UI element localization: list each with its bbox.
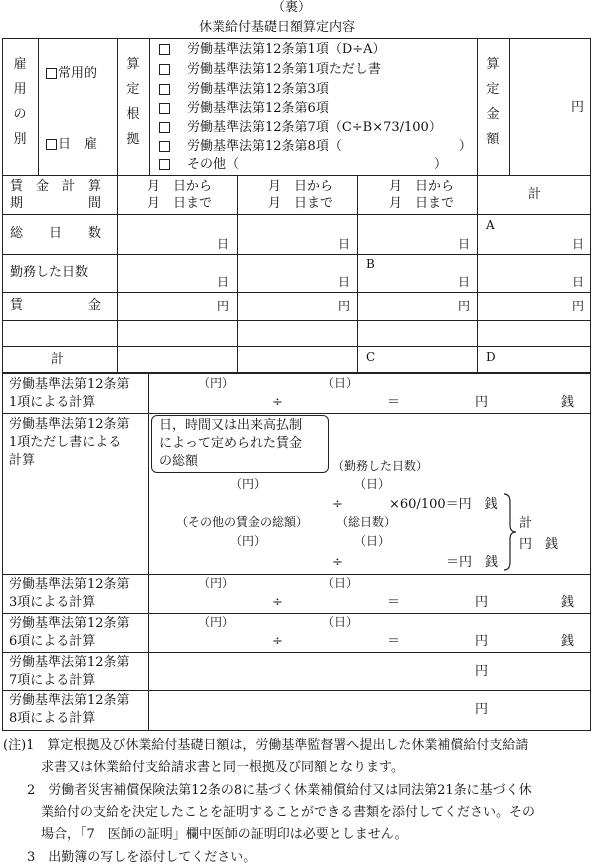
employment-type-label: 雇 用 の 別: [13, 57, 27, 147]
sum-yen-sen: 円 銭: [519, 537, 559, 552]
sen-unit: 銭: [561, 395, 575, 410]
day-unit: 日: [572, 237, 585, 251]
yen-unit: 円: [217, 299, 230, 313]
period-from: 月 日から: [268, 179, 334, 194]
sen-unit: 銭: [561, 595, 575, 610]
yen-unit: 円: [572, 299, 585, 313]
yen-unit: 円: [475, 395, 489, 410]
day-unit: 日: [338, 237, 351, 251]
yen-paren: （円）: [198, 376, 235, 390]
basis-option-label: その他（ ）: [187, 157, 448, 172]
calc-amount-yen: 円: [571, 100, 585, 115]
day-unit: 日: [572, 275, 585, 289]
calc-row-label: 6項による計算: [9, 634, 96, 649]
yen-unit: 円: [475, 702, 489, 717]
div-sign: ÷: [332, 497, 343, 512]
total-days-label: 総 日 数: [10, 226, 102, 241]
day-unit: 日: [217, 275, 230, 289]
note-line: 求書又は休業給付支給請求書と同一根拠及び同額となります。: [41, 760, 404, 775]
div-sign: ÷: [272, 595, 283, 610]
calc-row-label: 労働基準法第12条第: [9, 417, 130, 432]
calc-basis-label: 算 定 根 拠: [126, 57, 140, 147]
calc-row-label: 1項ただし書による: [9, 435, 122, 450]
yen-unit: 円: [475, 664, 489, 679]
total-header: 計: [528, 187, 542, 202]
note-line: (注)1 算定根拠及び休業給付基礎日額は，労働基準監督署へ提出した休業補償給付支給請: [3, 738, 529, 753]
calc-row-label: 3項による計算: [9, 595, 96, 610]
page-title: 休業給付基礎日額算定内容: [199, 20, 356, 35]
yen-unit: 円: [338, 299, 351, 313]
eq-sign: ＝: [387, 634, 401, 649]
note-line: 場合，「7 医師の証明」欄中医師の証明印は必要としません。: [41, 827, 408, 842]
yen-paren: （円）: [230, 534, 267, 548]
calc-row-label: 7項による計算: [9, 673, 96, 688]
period-to: 月 日まで: [268, 196, 334, 211]
regular-label: 常用的: [58, 66, 98, 81]
calc-row-label: 計算: [9, 453, 36, 468]
day-unit: 日: [338, 275, 351, 289]
period-to: 月 日まで: [147, 196, 213, 211]
basis-option-checkbox[interactable]: [159, 64, 170, 75]
div-sign: ÷: [332, 555, 343, 570]
yen-paren: （円）: [198, 576, 235, 590]
basis-option-checkbox[interactable]: [159, 141, 170, 152]
times-result: ×60/100＝円 銭: [389, 497, 498, 512]
other-wage-total: （その他の賃金の総額）: [176, 515, 309, 529]
calc-amount-label: 算 定 金 額: [486, 57, 500, 147]
bracket-text: によって定められた賃金: [159, 436, 303, 451]
period-to: 月 日まで: [389, 196, 455, 211]
day-unit: 日: [458, 275, 471, 289]
div-sign: ÷: [272, 634, 283, 649]
day-unit: 日: [217, 237, 230, 251]
day-unit: 日: [458, 237, 471, 251]
calc-row-label: 労働基準法第12条第: [9, 377, 130, 392]
period-from: 月 日から: [389, 179, 455, 194]
sen-unit: 銭: [561, 634, 575, 649]
calc-row-label: 労働基準法第12条第: [9, 655, 130, 670]
calc-row-label: 労働基準法第12条第: [9, 577, 130, 592]
period-from: 月 日から: [147, 179, 213, 194]
note-line: 業給付の支給を決定したことを証明することができる書類を添付してください。その: [41, 805, 536, 820]
calc-row-label: 8項による計算: [9, 711, 96, 726]
daily-label: 日 雇: [58, 137, 98, 152]
yen-paren: （円）: [198, 615, 235, 629]
wage-label: 賃 金: [10, 298, 102, 313]
side-label: （裏）: [272, 0, 312, 15]
basis-option-checkbox[interactable]: [159, 84, 170, 95]
marker-d: D: [486, 350, 496, 364]
day-paren: （日）: [322, 615, 359, 629]
total-days-paren: （総日数）: [336, 515, 397, 529]
yen-unit: 円: [458, 299, 471, 313]
marker-c: C: [366, 350, 376, 364]
basis-option-label: 労働基準法第12条第3項: [187, 82, 329, 97]
calc-row-label: 1項による計算: [9, 395, 96, 410]
sum-label: 計: [51, 352, 65, 367]
basis-option-label: 労働基準法第12条第1項ただし書: [187, 62, 381, 77]
calc-row-label: 労働基準法第12条第: [9, 693, 130, 708]
basis-option-label: 労働基準法第12条第6項: [187, 101, 329, 116]
bracket-text: 日，時間又は出来高払制: [159, 418, 303, 433]
bracket-text: の総額: [159, 454, 199, 469]
basis-option-label: 労働基準法第12条第1項（D÷A）: [187, 42, 386, 57]
regular-checkbox[interactable]: [46, 68, 57, 79]
basis-option-checkbox[interactable]: [159, 122, 170, 133]
yen-unit: 円: [475, 634, 489, 649]
note-line: 3 出勤簿の写しを添付してください。: [27, 850, 257, 865]
basis-option-checkbox[interactable]: [159, 103, 170, 114]
basis-option-label: 労働基準法第12条第8項（ ）: [187, 139, 472, 154]
marker-b: B: [366, 257, 375, 271]
day-paren: （日）: [354, 477, 391, 491]
sum-brace: [503, 492, 517, 572]
day-paren: （日）: [322, 376, 359, 390]
eq-sign: ＝: [387, 395, 401, 410]
eq-sign: ＝: [387, 595, 401, 610]
eq-result: ＝円 銭: [446, 555, 499, 570]
yen-unit: 円: [475, 595, 489, 610]
basis-option-checkbox[interactable]: [159, 44, 170, 55]
sum-label: 計: [519, 516, 533, 531]
basis-option-label: 労働基準法第12条第7項（C÷B×73/100）: [187, 120, 442, 135]
div-sign: ÷: [272, 395, 283, 410]
day-paren: （日）: [354, 534, 391, 548]
calc-row-label: 労働基準法第12条第: [9, 616, 130, 631]
day-paren: （日）: [322, 576, 359, 590]
marker-a: A: [486, 218, 495, 232]
period-label: 期 間: [10, 196, 102, 211]
worked-days-label: 勤務した日数: [10, 265, 89, 280]
worked-days-paren: （勤務した日数）: [332, 459, 429, 473]
note-line: 2 労働者災害補償保険法第12条の8に基づく休業補償給付又は同法第21条に基づく休: [27, 783, 532, 798]
period-label: 賃 金 計 算: [10, 179, 102, 194]
daily-checkbox[interactable]: [46, 139, 57, 150]
basis-option-checkbox[interactable]: [159, 159, 170, 170]
yen-paren: （円）: [230, 477, 267, 491]
